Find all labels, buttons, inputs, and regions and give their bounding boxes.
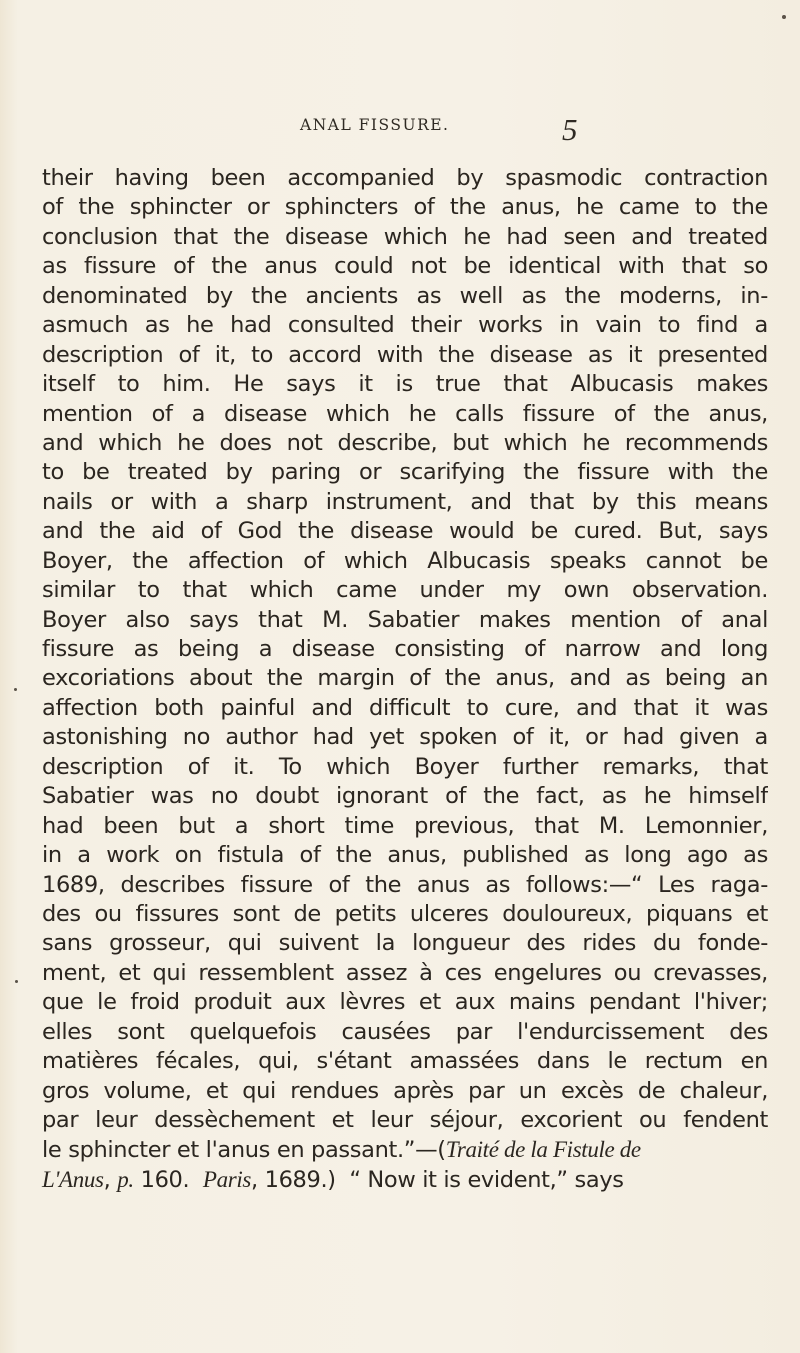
text-line: had been but a short time previous, that M. Lemonnier, (42, 812, 768, 839)
text-line: asmuch as he had consulted their works in vain to find a (42, 312, 768, 339)
body-text (42, 164, 800, 1194)
text-line: in a work on fistula of the anus, published as long ago as (42, 842, 768, 869)
text-line: 1689, describes fissure of the anus as follows:—“ Les raga- (42, 871, 768, 898)
text-line: and the aid of God the disease would be cured. But, says (42, 518, 768, 545)
text-line: itself to him. He says it is true that Albucasis makes (42, 371, 768, 398)
running-head: ANAL FISSURE. (300, 116, 450, 134)
text-line (42, 1135, 800, 1164)
text-line: similar to that which came under my own observation. (42, 577, 768, 604)
text-line: their having been accompanied by spasmodic contraction (42, 165, 768, 191)
text-line-end: “ Now it is evident,” says (349, 1166, 624, 1193)
text-line: affection both painful and difficult to cure, and that it was (42, 694, 768, 721)
text-line: Boyer, the affection of which Albucasis speaks cannot be (42, 547, 768, 574)
text-line: des ou fissures sont de petits ulceres douloureux, piquans et (42, 900, 768, 927)
citation-page-ref: p. (117, 1166, 134, 1192)
text-line: sans grosseur, qui suivent la longueur des rides du fonde- (42, 930, 768, 957)
page-number: 5 (562, 112, 578, 147)
text-line: L'Anus, p. 160. Paris, 1689.) “ Now it is evident,” says (42, 1166, 624, 1193)
text-line: ment, et qui ressemblent assez à ces engelures ou crevasses, (42, 959, 768, 986)
text-line: as fissure of the anus could not be identical with that so (42, 253, 768, 280)
citation-title-cont: L'Anus (42, 1166, 104, 1192)
page-header (0, 112, 800, 152)
text-line: excoriations about the margin of the anus, and as being an (42, 665, 768, 692)
citation-year: 1689.) (264, 1166, 336, 1193)
text-line: conclusion that the disease which he had seen and treated (42, 223, 768, 250)
citation-place: Paris (202, 1166, 252, 1192)
text-line: gros volume, et qui rendues après par un excès de chaleur, (42, 1077, 768, 1104)
text-line-start: le sphincter et l'anus en passant.”—( (42, 1137, 446, 1164)
text-line: fissure as being a disease consisting of narrow and long (42, 636, 768, 662)
text-line: nails or with a sharp instrument, and that by this means (42, 488, 768, 515)
citation-title: Traité de la Fistule de (445, 1137, 641, 1163)
text-line: elles sont quelquefois causées par l'endurcissement des (42, 1018, 768, 1045)
text-line: Sabatier was no doubt ignorant of the fact, as he himself (42, 783, 768, 810)
text-line: matières fécales, qui, s'étant amassées dans le rectum en (42, 1048, 768, 1075)
paper-speck (14, 688, 17, 691)
text-line: Boyer also says that M. Sabatier makes mention of anal (42, 606, 768, 633)
citation-page-number: 160. (140, 1166, 190, 1193)
text-line: mention of a disease which he calls fissure of the anus, (42, 400, 768, 427)
text-line: to be treated by paring or scarifying the fissure with the (42, 459, 768, 486)
text-line: of the sphincter or sphincters of the anus, he came to the (42, 194, 768, 221)
paper-speck (15, 980, 18, 983)
text-line: description of it, to accord with the disease as it presented (42, 341, 768, 368)
text-line: denominated by the ancients as well as the moderns, in- (42, 282, 768, 309)
paper-speck (782, 15, 786, 19)
text-line: description of it. To which Boyer further remarks, that (42, 753, 768, 780)
text-line: astonishing no author had yet spoken of it, or had given a (42, 724, 768, 751)
text-line: que le froid produit aux lèvres et aux mains pendant l'hiver; (42, 989, 768, 1016)
text-line: and which he does not describe, but which he recommends (42, 429, 768, 456)
text-line: par leur dessèchement et leur séjour, excorient ou fendent (42, 1107, 768, 1133)
